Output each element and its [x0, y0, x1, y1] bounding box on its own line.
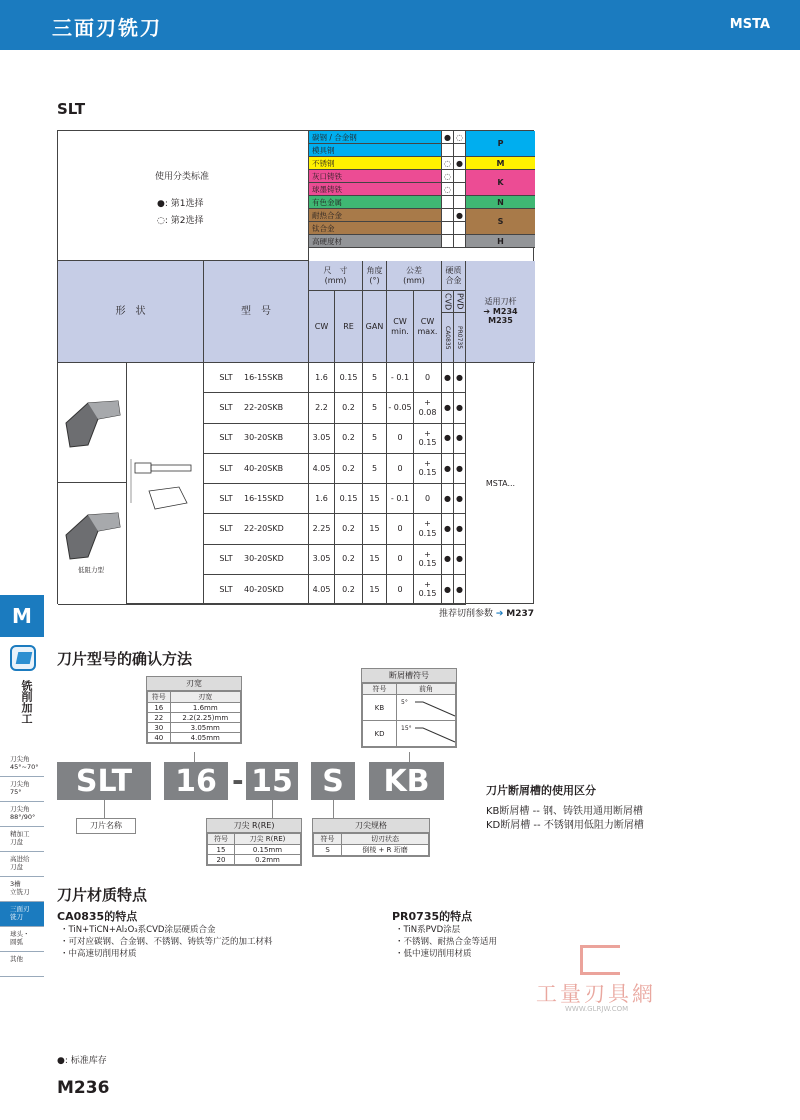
sidebar-vertical-title: 铣削加工 [20, 680, 33, 724]
mini-header-row [208, 834, 301, 845]
row-model-code: 16-15SKD [244, 493, 284, 503]
header-angle: 角度 (°) [363, 261, 387, 291]
sidebar-item[interactable]: 刀尖角 45°~70° [0, 752, 44, 777]
grade-a-line: ・TiN+TiCN+Al₂O₃系CVD涂层硬质合金 [60, 925, 216, 935]
legend-box [58, 131, 309, 261]
mini-row [363, 721, 456, 747]
sidebar-item[interactable]: 其他 [0, 952, 44, 977]
cutting-param-ref[interactable]: M237 [506, 609, 534, 619]
row-prefix: SLT [219, 554, 233, 564]
mini-row [148, 703, 241, 713]
connector-line [104, 800, 105, 818]
mini-header-row [148, 692, 241, 703]
header-holder [466, 261, 535, 363]
header-grade: 硬质 合金 [442, 261, 466, 291]
row-model-code: 40-20SKB [244, 463, 284, 473]
watermark-text: 工量刃具網 [536, 982, 656, 1006]
row-re: 0.2 [335, 454, 363, 484]
category-pvd-mark [454, 144, 466, 157]
chip-box [361, 668, 457, 748]
header-cw: CW [309, 291, 335, 363]
category-pvd-mark [454, 170, 466, 183]
row-gan: 5 [363, 363, 387, 393]
grade-a-title: CA0835的特点 [57, 910, 138, 923]
row-cw: 3.05 [309, 545, 335, 575]
spec-table [313, 833, 429, 856]
arrow-right-icon: ➔ [495, 609, 504, 619]
row-prefix: SLT [219, 372, 233, 382]
mini-cell: 3.05mm [170, 723, 240, 733]
row-cvd-mark: ● [442, 393, 454, 423]
row-cwmin: - 0.1 [387, 363, 414, 393]
row-model [204, 575, 309, 605]
category-row: 模具钢 [309, 144, 442, 157]
row-cvd-mark: ● [442, 363, 454, 393]
chip-angle-cell [397, 721, 456, 747]
row-pvd-mark: ● [454, 363, 466, 393]
category-row: 球墨铸铁 [309, 183, 442, 196]
header-gan: GAN [363, 291, 387, 363]
mini-row [363, 695, 456, 721]
shape-cell-kd [58, 483, 127, 605]
usage-title: 刀片断屑槽的使用区分 [486, 784, 596, 797]
row-re: 0.2 [335, 393, 363, 423]
chip-angle-value: 15° [401, 725, 412, 732]
material-group-k: K [466, 170, 535, 196]
category-row: 灰口铸铁 [309, 170, 442, 183]
shape-label: 低阻力型 [78, 566, 104, 574]
row-gan: 5 [363, 454, 387, 484]
row-model-code: 40-20SKD [244, 584, 284, 594]
mini-cell: 16 [148, 703, 171, 713]
sidebar-item[interactable]: 球头・ 圆弧 [0, 927, 44, 952]
mini-cell: 2.2(2.25)mm [170, 713, 240, 723]
mini-cell: 20 [208, 855, 235, 865]
sidebar-item[interactable]: 高进给 刀盘 [0, 852, 44, 877]
header-re: RE [335, 291, 363, 363]
mini-header-cell: 符号 [208, 834, 235, 845]
row-re: 0.2 [335, 575, 363, 605]
width-box [146, 676, 242, 744]
row-cwmin: - 0.1 [387, 484, 414, 514]
row-model-code: 16-15SKB [244, 372, 284, 382]
row-prefix: SLT [219, 493, 233, 503]
rake-angle-line [415, 728, 455, 742]
row-cwmax: + 0.15 [414, 514, 442, 544]
name-label: 刀片名称 [76, 818, 136, 834]
row-cvd-mark: ● [442, 424, 454, 454]
row-model [204, 454, 309, 484]
category-pvd-mark [454, 183, 466, 196]
category-cvd-mark [442, 144, 454, 157]
series-code: MSTA [729, 17, 770, 32]
row-cwmax: + 0.15 [414, 575, 442, 605]
row-cwmin: 0 [387, 575, 414, 605]
category-row: 耐热合金 [309, 209, 442, 222]
row-pvd-mark: ● [454, 575, 466, 605]
mini-header-cell: 前角 [397, 684, 456, 695]
sidebar-nav [0, 752, 44, 977]
row-cwmax: + 0.08 [414, 393, 442, 423]
mini-header-row [314, 834, 429, 845]
row-cw: 4.05 [309, 454, 335, 484]
code-dash: - [232, 764, 244, 797]
re-box-title: 刀尖 R(RE) [207, 819, 301, 833]
row-cw: 2.25 [309, 514, 335, 544]
material-group-s: S [466, 209, 535, 235]
mini-cell: 40 [148, 733, 171, 743]
code-spec: S [311, 762, 355, 800]
code-re: 15 [246, 762, 298, 800]
row-prefix: SLT [219, 584, 233, 594]
row-cwmin: 0 [387, 514, 414, 544]
width-table [147, 691, 241, 743]
row-prefix: SLT [219, 463, 233, 473]
watermark-url: WWW.GLRJW.COM [565, 1005, 629, 1013]
row-re: 0.15 [335, 484, 363, 514]
connector-line [333, 800, 334, 818]
row-cwmin: 0 [387, 545, 414, 575]
mini-header-cell: 符号 [314, 834, 342, 845]
cutting-param-note [439, 606, 534, 619]
row-re: 0.2 [335, 424, 363, 454]
category-cvd-mark: ◌ [442, 170, 454, 183]
grade-a-line: ・可对应碳钢、合金钢、不锈钢、铸铁等广泛的加工材料 [60, 937, 273, 947]
header-grade1: CA0835 [442, 313, 454, 363]
row-pvd-mark: ● [454, 545, 466, 575]
material-group-m: M [466, 157, 535, 170]
category-cvd-mark [442, 209, 454, 222]
rake-angle-sketch [401, 696, 457, 720]
mini-header-cell: 符号 [148, 692, 171, 703]
category-pvd-mark: ● [454, 157, 466, 170]
watermark-logo [580, 945, 620, 975]
row-cvd-mark: ● [442, 484, 454, 514]
header-shape: 形 状 [58, 261, 204, 363]
usage-line: KB断屑槽 -- 钢、铸铁用通用断屑槽 [486, 806, 643, 817]
grade-b-line: ・不锈钢、耐热合金等适用 [395, 937, 498, 947]
shape-cell-kb [58, 363, 127, 483]
row-cwmax: 0 [414, 363, 442, 393]
row-cvd-mark: ● [442, 454, 454, 484]
row-cw: 3.05 [309, 424, 335, 454]
row-re: 0.2 [335, 514, 363, 544]
code-slt: SLT [57, 762, 151, 800]
row-prefix: SLT [219, 433, 233, 443]
row-pvd-mark: ● [454, 484, 466, 514]
re-box [206, 818, 302, 866]
row-cw: 1.6 [309, 363, 335, 393]
width-box-title: 刃宽 [147, 677, 241, 691]
category-cvd-mark [442, 222, 454, 235]
code-width: 16 [164, 762, 228, 800]
row-gan: 15 [363, 484, 387, 514]
sidebar-item[interactable]: 刀尖角 75° [0, 777, 44, 802]
row-cw: 4.05 [309, 575, 335, 605]
row-cwmax: + 0.15 [414, 454, 442, 484]
row-model-code: 30-20SKB [244, 433, 284, 443]
mini-cell: 15 [208, 845, 235, 855]
legend-second: ◌: 第2选择 [157, 216, 204, 226]
row-cvd-mark: ● [442, 514, 454, 544]
sidebar-item[interactable]: 刀尖角 88°/90° [0, 802, 44, 827]
chip-box-title: 断屑槽符号 [362, 669, 456, 683]
page-title: 三面刃铣刀 [52, 16, 162, 40]
mini-cell: 1.6mm [170, 703, 240, 713]
header-tolerance: 公差 (mm) [387, 261, 442, 291]
mini-cell: 30 [148, 723, 171, 733]
header-model: 型 号 [204, 261, 309, 363]
confirm-title: 刀片型号的确认方法 [57, 650, 193, 668]
section-tab-m[interactable]: M [0, 595, 44, 637]
mini-header-row [363, 684, 456, 695]
mini-cell: 0.15mm [234, 845, 300, 855]
row-gan: 5 [363, 424, 387, 454]
row-model [204, 393, 309, 423]
grade-b-line: ・TiN系PVD涂层 [395, 925, 461, 935]
category-cvd-mark [442, 235, 454, 248]
insert-table [57, 130, 534, 604]
row-model [204, 514, 309, 544]
header-pvd: PVD [454, 291, 466, 313]
mini-row [148, 733, 241, 743]
category-pvd-mark [454, 196, 466, 209]
row-model [204, 484, 309, 514]
row-model [204, 363, 309, 393]
header-cwmax: CW max. [414, 291, 442, 363]
category-cvd-mark: ◌ [442, 183, 454, 196]
rake-angle-sketch [401, 722, 457, 746]
row-pvd-mark: ● [454, 514, 466, 544]
spec-box [312, 818, 430, 857]
mini-cell: 4.05mm [170, 733, 240, 743]
row-re: 0.15 [335, 363, 363, 393]
row-prefix: SLT [219, 403, 233, 413]
category-cvd-mark: ◌ [442, 157, 454, 170]
mini-cell: KD [363, 721, 397, 747]
stock-note: ●: 标准库存 [57, 1056, 107, 1066]
page-number: M236 [57, 1078, 110, 1098]
mini-row [208, 845, 301, 855]
material-title: 刀片材质特点 [57, 886, 148, 904]
sidebar-item[interactable]: 精加工 刀盘 [0, 827, 44, 852]
row-model [204, 424, 309, 454]
header-grade2: PR0735 [454, 313, 466, 363]
category-cvd-mark [442, 196, 454, 209]
row-re: 0.2 [335, 545, 363, 575]
sidebar-item[interactable]: 3槽 立铣刀 [0, 877, 44, 902]
rake-angle-line [415, 702, 455, 716]
product-title: SLT [57, 100, 86, 118]
header-bar [0, 0, 800, 50]
chip-angle-value: 5° [401, 699, 408, 706]
row-model-code: 22-20SKD [244, 524, 284, 534]
mini-cell: KB [363, 695, 397, 721]
code-chip: KB [369, 762, 444, 800]
category-cvd-mark: ● [442, 131, 454, 144]
row-cwmin: 0 [387, 424, 414, 454]
drawing-cell [127, 363, 204, 605]
row-pvd-mark: ● [454, 424, 466, 454]
holder-label: 适用刀杆 [484, 297, 517, 307]
insert-kb-image [58, 363, 127, 483]
chip-angle-cell [397, 695, 456, 721]
row-gan: 5 [363, 393, 387, 423]
mini-header-cell: 刀尖 R(RE) [234, 834, 300, 845]
mini-cell: 倒棱 + R 珩磨 [342, 845, 429, 856]
category-pvd-mark [454, 222, 466, 235]
legend-first: ●: 第1选择 [157, 199, 204, 209]
re-table [207, 833, 301, 865]
row-cvd-mark: ● [442, 575, 454, 605]
category-row: 钛合金 [309, 222, 442, 235]
connector-line [272, 800, 273, 818]
row-prefix: SLT [219, 524, 233, 534]
category-row: 有色金属 [309, 196, 442, 209]
row-pvd-mark: ● [454, 393, 466, 423]
category-row: 高硬度材 [309, 235, 442, 248]
cutting-param-label: 推荐切削参数 [438, 609, 493, 619]
row-cvd-mark: ● [442, 545, 454, 575]
mini-header-cell: 切刃状态 [342, 834, 429, 845]
mini-cell: 0.2mm [234, 855, 300, 865]
row-pvd-mark: ● [454, 454, 466, 484]
material-group-h: H [466, 235, 535, 248]
category-pvd-mark [454, 235, 466, 248]
mini-row [148, 723, 241, 733]
row-gan: 15 [363, 545, 387, 575]
row-cwmin: - 0.05 [387, 393, 414, 423]
legend-title: 使用分类标准 [155, 172, 210, 182]
material-group-p: P [466, 131, 535, 157]
holder-ref-1: ➔ M234 [483, 306, 518, 316]
header-size: 尺 寸 (mm) [309, 261, 363, 291]
mini-header-cell: 符号 [363, 684, 397, 695]
category-row: 不锈钢 [309, 157, 442, 170]
category-pvd-mark: ◌ [454, 131, 466, 144]
mini-cell: S [314, 845, 342, 856]
mini-header-cell: 刃宽 [170, 692, 240, 703]
mini-cell: 22 [148, 713, 171, 723]
chip-table [362, 683, 456, 747]
connector-line [409, 752, 410, 762]
usage-line: KD断屑槽 -- 不锈钢用低阻力断屑槽 [486, 820, 644, 831]
row-cw: 2.2 [309, 393, 335, 423]
row-gan: 15 [363, 514, 387, 544]
grade-b-title: PR0735的特点 [392, 910, 473, 923]
header-cvd: CVD [442, 291, 454, 313]
mini-row [314, 845, 429, 856]
connector-line [194, 752, 195, 762]
milling-icon [10, 645, 36, 671]
grade-b-line: ・低中速切削用材质 [395, 949, 472, 959]
mini-row [208, 855, 301, 865]
category-pvd-mark: ● [454, 209, 466, 222]
row-cwmax: + 0.15 [414, 545, 442, 575]
row-cw: 1.6 [309, 484, 335, 514]
mini-row [148, 713, 241, 723]
sidebar-item[interactable]: 三面刃 铣刀 [0, 902, 44, 927]
row-cwmax: + 0.15 [414, 424, 442, 454]
holder-ref-2: M235 [488, 316, 513, 326]
spec-box-title: 刀尖规格 [313, 819, 429, 833]
row-gan: 15 [363, 575, 387, 605]
category-row: 碳钢 / 合金钢 [309, 131, 442, 144]
insert-dimension-drawing [127, 363, 204, 605]
holder-value: MSTA... [485, 479, 516, 489]
material-group-n: N [466, 196, 535, 209]
row-model-code: 30-20SKD [244, 554, 284, 564]
row-cwmax: 0 [414, 484, 442, 514]
header-cwmin: CW min. [387, 291, 414, 363]
row-model [204, 545, 309, 575]
grade-a-line: ・中高速切削用材质 [60, 949, 137, 959]
row-cwmin: 0 [387, 454, 414, 484]
row-model-code: 22-20SKB [244, 403, 284, 413]
